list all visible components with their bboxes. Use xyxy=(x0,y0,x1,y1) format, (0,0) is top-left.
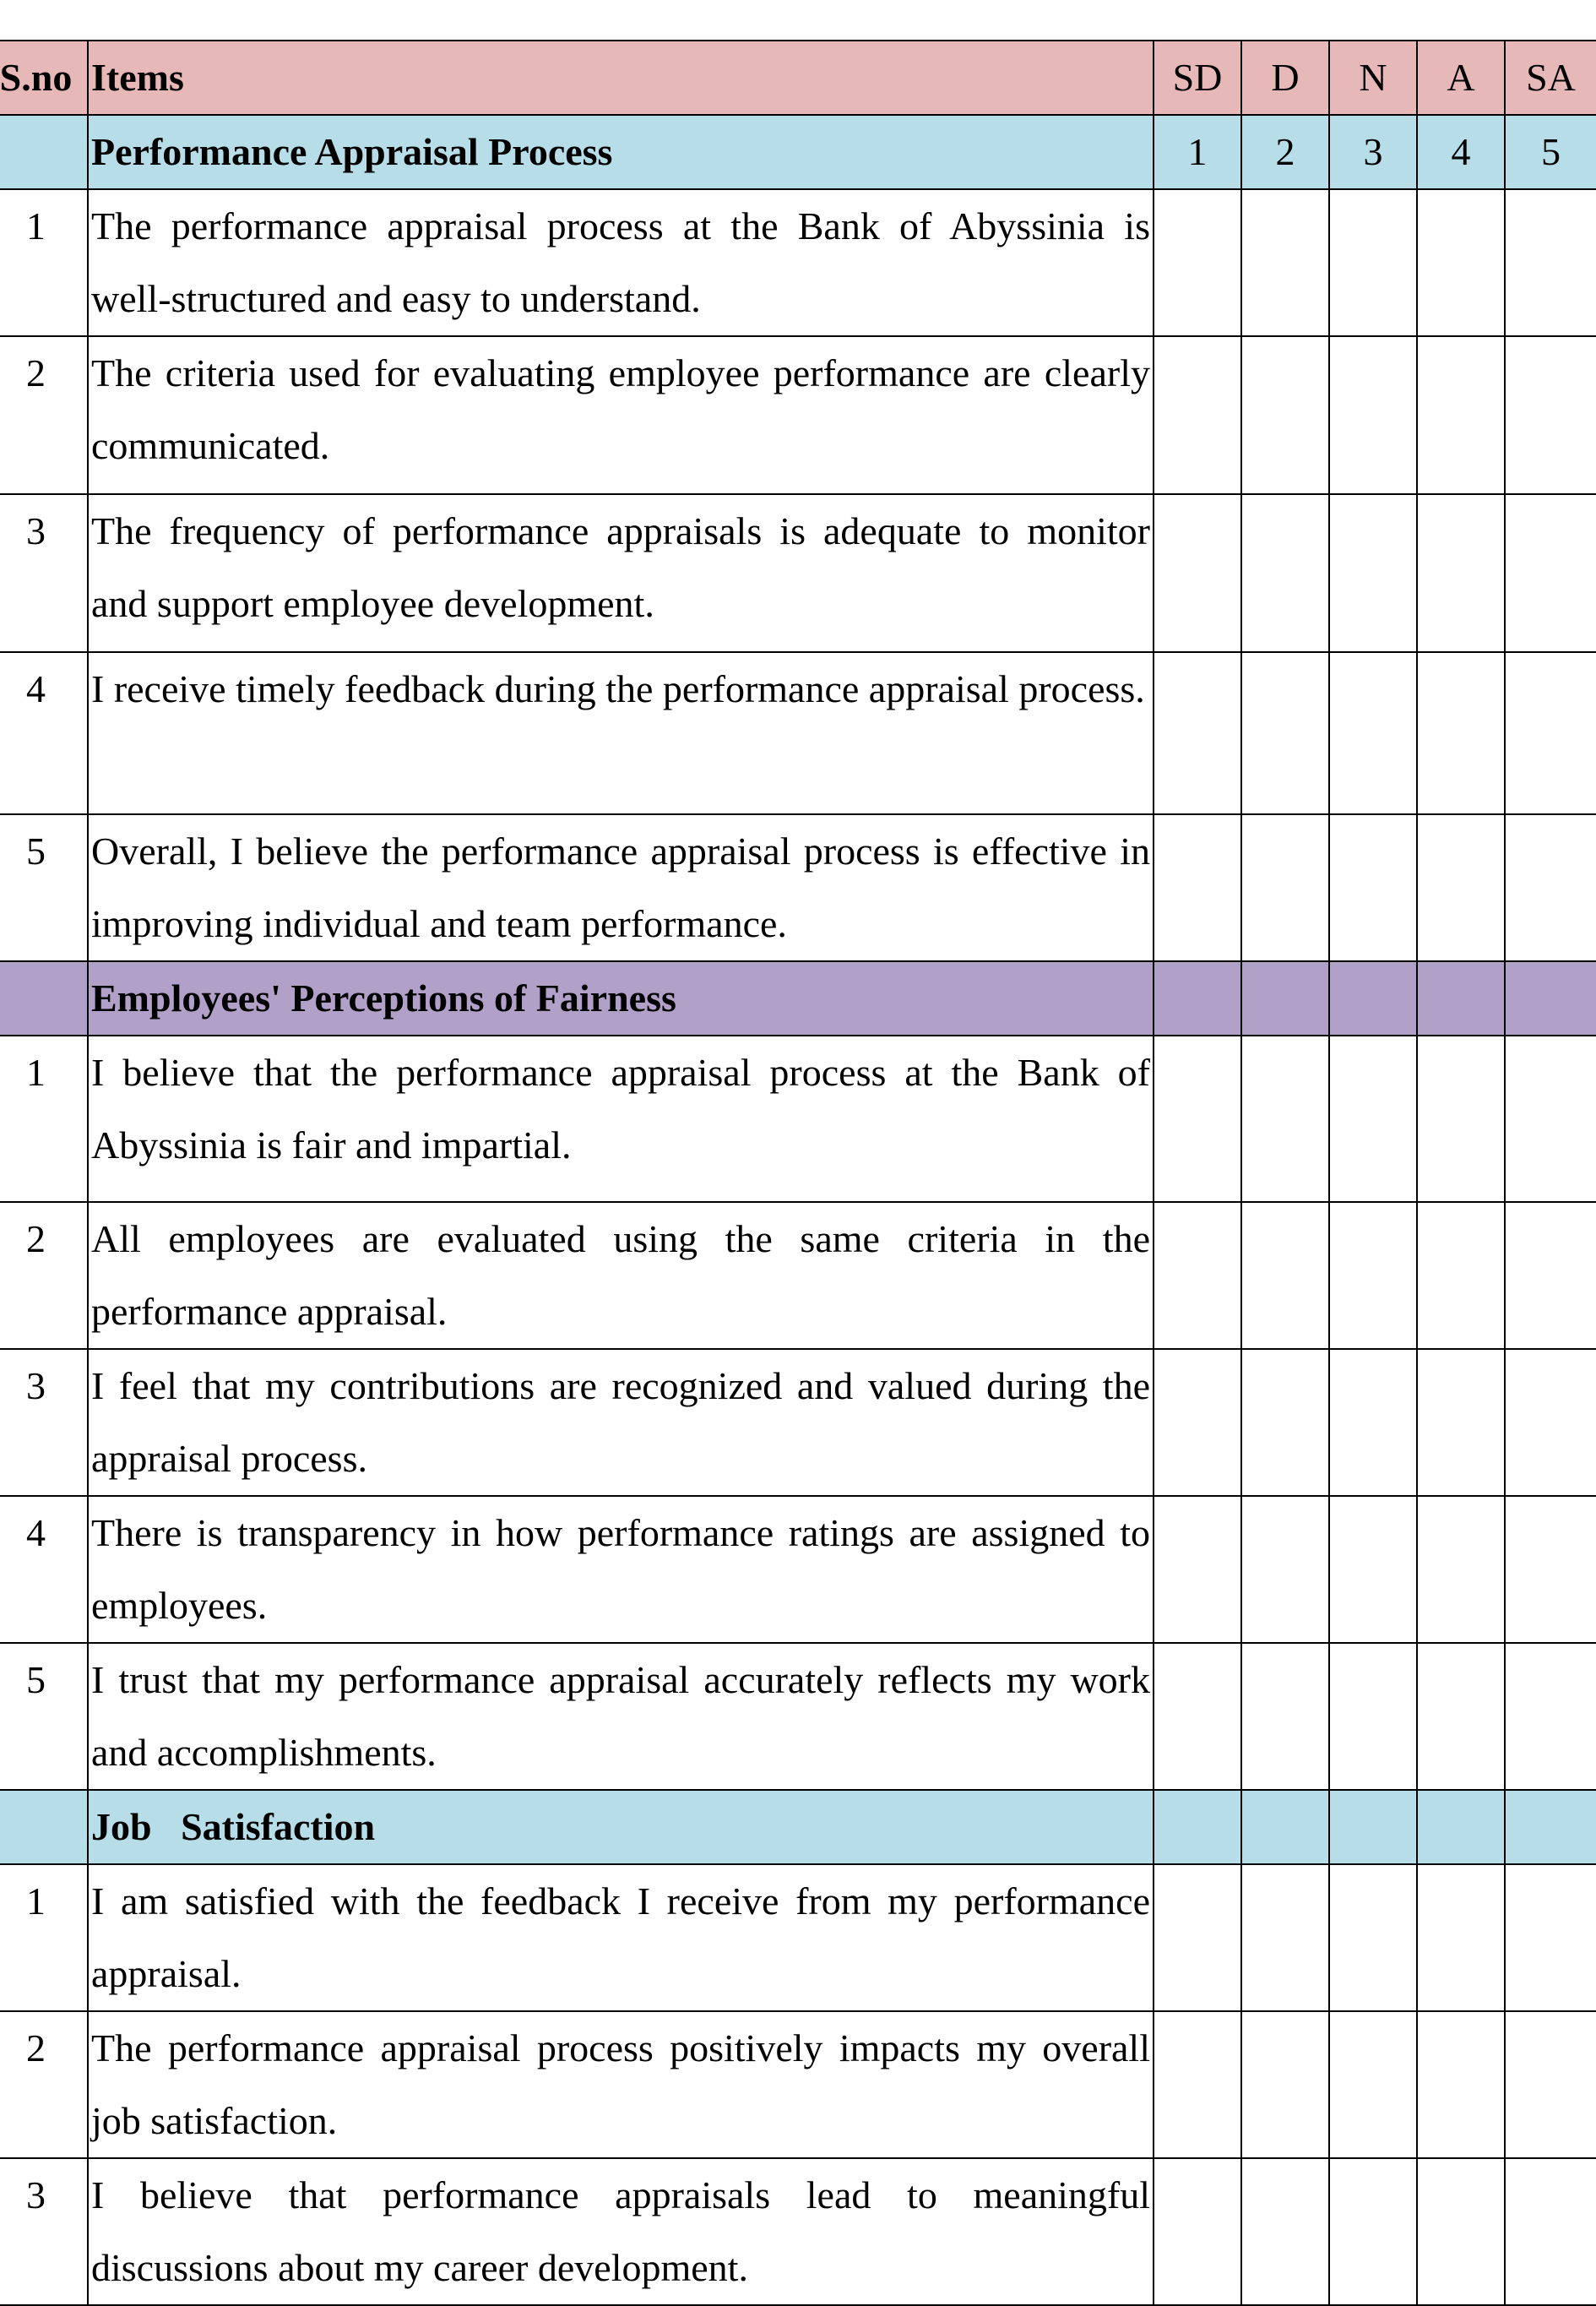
rating-cell-d[interactable] xyxy=(1241,1349,1329,1496)
table-row xyxy=(0,494,1596,652)
rating-cell-sd[interactable] xyxy=(1154,1202,1241,1349)
item-statement: I feel that my contributions are recognized and valued during the appraisal process. xyxy=(88,1349,1154,1496)
rating-cell-a[interactable] xyxy=(1417,189,1505,336)
section-sno-cell xyxy=(0,1790,88,1864)
rating-cell-a[interactable] xyxy=(1417,2011,1505,2158)
rating-cell-n[interactable] xyxy=(1329,1349,1417,1496)
rating-cell-a[interactable] xyxy=(1417,494,1505,652)
rating-cell-d[interactable] xyxy=(1241,2158,1329,2305)
rating-cell-n[interactable] xyxy=(1329,1036,1417,1202)
rating-cell-d[interactable] xyxy=(1241,1643,1329,1790)
rating-cell-n[interactable] xyxy=(1329,336,1417,494)
rating-cell-a[interactable] xyxy=(1417,336,1505,494)
rating-cell-d[interactable] xyxy=(1241,189,1329,336)
rating-cell-n[interactable] xyxy=(1329,494,1417,652)
rating-cell-sd[interactable] xyxy=(1154,189,1241,336)
rating-cell-d[interactable] xyxy=(1241,1036,1329,1202)
rating-cell-sa[interactable] xyxy=(1505,1036,1596,1202)
rating-cell-sd[interactable] xyxy=(1154,1349,1241,1496)
item-statement: There is transparency in how performance ratings are assigned to employees. xyxy=(88,1496,1154,1643)
section-scale-code xyxy=(1241,961,1329,1036)
rating-cell-n[interactable] xyxy=(1329,2011,1417,2158)
table-row xyxy=(0,814,1596,961)
header-scale-sa: SA xyxy=(1505,41,1596,115)
rating-cell-n[interactable] xyxy=(1329,1496,1417,1643)
section-scale-code: 2 xyxy=(1241,115,1329,189)
rating-cell-sd[interactable] xyxy=(1154,494,1241,652)
rating-cell-sd[interactable] xyxy=(1154,336,1241,494)
section-header-row xyxy=(0,961,1596,1036)
rating-cell-sa[interactable] xyxy=(1505,494,1596,652)
item-number: 1 xyxy=(0,189,88,336)
rating-cell-d[interactable] xyxy=(1241,2011,1329,2158)
header-scale-d: D xyxy=(1241,41,1329,115)
rating-cell-sa[interactable] xyxy=(1505,652,1596,814)
rating-cell-sa[interactable] xyxy=(1505,2158,1596,2305)
section-scale-code xyxy=(1505,1790,1596,1864)
rating-cell-sd[interactable] xyxy=(1154,2011,1241,2158)
item-statement: I am satisfied with the feedback I receive from my performance appraisal. xyxy=(88,1864,1154,2011)
table-row xyxy=(0,2011,1596,2158)
rating-cell-a[interactable] xyxy=(1417,2158,1505,2305)
table-row xyxy=(0,2158,1596,2305)
header-scale-a: A xyxy=(1417,41,1505,115)
rating-cell-n[interactable] xyxy=(1329,814,1417,961)
rating-cell-d[interactable] xyxy=(1241,1864,1329,2011)
header-sno: S.no xyxy=(0,41,88,115)
section-scale-code: 1 xyxy=(1154,115,1241,189)
rating-cell-sa[interactable] xyxy=(1505,1864,1596,2011)
section-sno-cell xyxy=(0,115,88,189)
item-statement: I believe that performance appraisals lead to meaningful discussions about my career development. xyxy=(88,2158,1154,2305)
item-number: 3 xyxy=(0,494,88,652)
rating-cell-a[interactable] xyxy=(1417,1036,1505,1202)
table-row xyxy=(0,336,1596,494)
section-scale-code: 4 xyxy=(1417,115,1505,189)
item-number: 1 xyxy=(0,1864,88,2011)
section-title: Employees' Perceptions of Fairness xyxy=(88,961,1154,1036)
rating-cell-sa[interactable] xyxy=(1505,1349,1596,1496)
rating-cell-d[interactable] xyxy=(1241,494,1329,652)
rating-cell-sa[interactable] xyxy=(1505,814,1596,961)
rating-cell-sd[interactable] xyxy=(1154,2158,1241,2305)
header-items: Items xyxy=(88,41,1154,115)
item-statement: The frequency of performance appraisals is adequate to monitor and support employee development. xyxy=(88,494,1154,652)
section-scale-code xyxy=(1154,1790,1241,1864)
rating-cell-d[interactable] xyxy=(1241,336,1329,494)
rating-cell-sd[interactable] xyxy=(1154,1036,1241,1202)
item-number: 5 xyxy=(0,814,88,961)
table-row xyxy=(0,1496,1596,1643)
rating-cell-sd[interactable] xyxy=(1154,1643,1241,1790)
section-header-row xyxy=(0,1790,1596,1864)
section-scale-code: 3 xyxy=(1329,115,1417,189)
item-number: 2 xyxy=(0,1202,88,1349)
section-scale-code: 5 xyxy=(1505,115,1596,189)
rating-cell-n[interactable] xyxy=(1329,189,1417,336)
section-scale-code xyxy=(1329,1790,1417,1864)
rating-cell-sd[interactable] xyxy=(1154,814,1241,961)
survey-table-body xyxy=(0,41,1596,2305)
header-scale-sd: SD xyxy=(1154,41,1241,115)
rating-cell-n[interactable] xyxy=(1329,652,1417,814)
table-row xyxy=(0,1864,1596,2011)
rating-cell-d[interactable] xyxy=(1241,1202,1329,1349)
table-row xyxy=(0,652,1596,814)
rating-cell-sd[interactable] xyxy=(1154,1864,1241,2011)
rating-cell-n[interactable] xyxy=(1329,1202,1417,1349)
rating-cell-a[interactable] xyxy=(1417,1202,1505,1349)
rating-cell-sa[interactable] xyxy=(1505,189,1596,336)
section-scale-code xyxy=(1241,1790,1329,1864)
section-sno-cell xyxy=(0,961,88,1036)
rating-cell-sa[interactable] xyxy=(1505,1496,1596,1643)
table-row xyxy=(0,1036,1596,1202)
rating-cell-a[interactable] xyxy=(1417,1349,1505,1496)
item-number: 2 xyxy=(0,2011,88,2158)
section-title: Performance Appraisal Process xyxy=(88,115,1154,189)
table-row xyxy=(0,189,1596,336)
header-scale-n: N xyxy=(1329,41,1417,115)
item-number: 3 xyxy=(0,2158,88,2305)
rating-cell-n[interactable] xyxy=(1329,2158,1417,2305)
rating-cell-d[interactable] xyxy=(1241,814,1329,961)
section-header-row xyxy=(0,115,1596,189)
item-statement: The performance appraisal process at the Bank of Abyssinia is well-structured and easy to understand. xyxy=(88,189,1154,336)
item-statement: I receive timely feedback during the performance appraisal process. xyxy=(88,652,1154,814)
rating-cell-sa[interactable] xyxy=(1505,1202,1596,1349)
section-scale-code xyxy=(1417,1790,1505,1864)
section-scale-code xyxy=(1329,961,1417,1036)
item-statement: I trust that my performance appraisal accurately reflects my work and accomplishments. xyxy=(88,1643,1154,1790)
item-statement: I believe that the performance appraisal process at the Bank of Abyssinia is fair and impartial. xyxy=(88,1036,1154,1202)
likert-survey-table xyxy=(0,40,1596,2306)
rating-cell-d[interactable] xyxy=(1241,1496,1329,1643)
rating-cell-sa[interactable] xyxy=(1505,1643,1596,1790)
item-number: 4 xyxy=(0,1496,88,1643)
item-number: 2 xyxy=(0,336,88,494)
item-statement: The performance appraisal process positively impacts my overall job satisfaction. xyxy=(88,2011,1154,2158)
table-row xyxy=(0,1349,1596,1496)
rating-cell-sd[interactable] xyxy=(1154,1496,1241,1643)
rating-cell-a[interactable] xyxy=(1417,814,1505,961)
item-number: 5 xyxy=(0,1643,88,1790)
section-scale-code xyxy=(1417,961,1505,1036)
rating-cell-n[interactable] xyxy=(1329,1643,1417,1790)
rating-cell-a[interactable] xyxy=(1417,1496,1505,1643)
rating-cell-a[interactable] xyxy=(1417,1864,1505,2011)
rating-cell-d[interactable] xyxy=(1241,652,1329,814)
rating-cell-a[interactable] xyxy=(1417,1643,1505,1790)
item-statement: Overall, I believe the performance appraisal process is effective in improving individual and team performance. xyxy=(88,814,1154,961)
item-statement: The criteria used for evaluating employee performance are clearly communicated. xyxy=(88,336,1154,494)
rating-cell-sa[interactable] xyxy=(1505,336,1596,494)
item-statement: All employees are evaluated using the same criteria in the performance appraisal. xyxy=(88,1202,1154,1349)
section-title: Job Satisfaction xyxy=(88,1790,1154,1864)
rating-cell-a[interactable] xyxy=(1417,652,1505,814)
section-scale-code xyxy=(1154,961,1241,1036)
rating-cell-sd[interactable] xyxy=(1154,652,1241,814)
header-row xyxy=(0,41,1596,115)
rating-cell-sa[interactable] xyxy=(1505,2011,1596,2158)
item-number: 4 xyxy=(0,652,88,814)
item-number: 3 xyxy=(0,1349,88,1496)
section-scale-code xyxy=(1505,961,1596,1036)
item-number: 1 xyxy=(0,1036,88,1202)
table-row xyxy=(0,1643,1596,1790)
rating-cell-n[interactable] xyxy=(1329,1864,1417,2011)
table-row xyxy=(0,1202,1596,1349)
